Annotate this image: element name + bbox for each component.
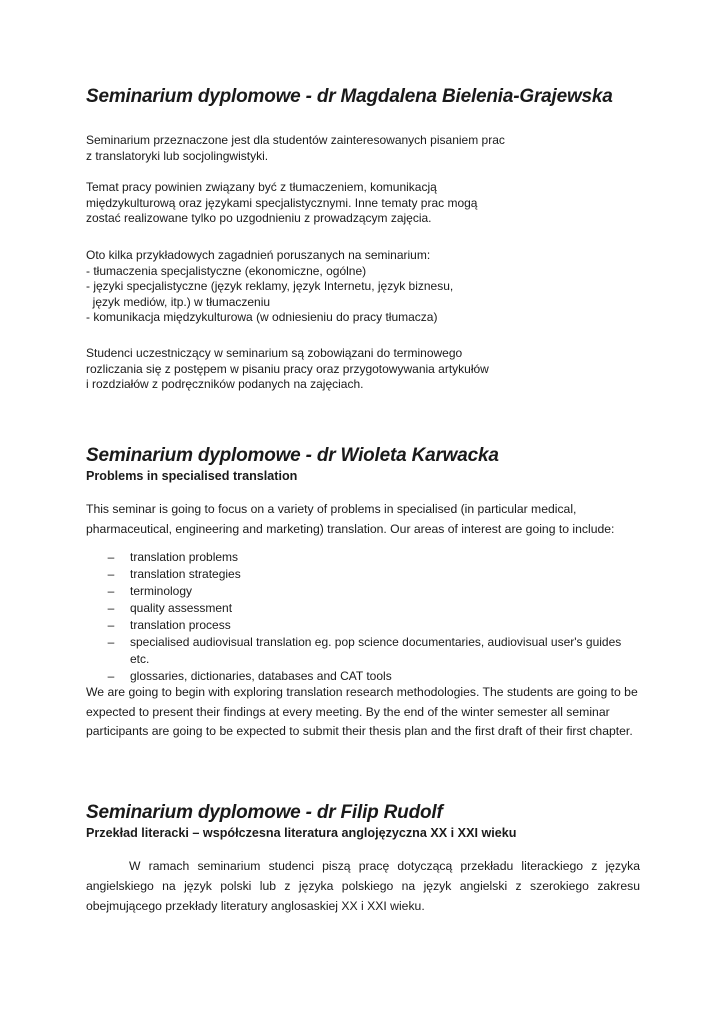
list-item: – glossaries, dictionaries, databases and CAT tools — [107, 669, 392, 683]
paragraph-example-topics: Oto kilka przykładowych zagadnień poruszanych na seminarium: - tłumaczenia specjalistyczne (ekonomiczne, ogólne) - języki specjalistyczne (język reklamy, język Internetu, język biznesu, język mediów, itp.) w tłumaczeniu - komunikacja międzykulturowa (w odniesieniu do pracy tłumacza) — [86, 248, 454, 324]
list-item: – terminology — [107, 584, 193, 598]
dash-bullet: – — [107, 550, 115, 564]
section-title-bielenia: Seminarium dyplomowe - dr Magdalena Bielenia-Grajewska — [86, 86, 613, 107]
paragraph-obligations: Studenci uczestniczący w seminarium są zobowiązani do terminowego rozliczania się z postępem w pisaniu pracy oraz przygotowywania artykułów i rozdziałów z podręczników podanych na zajęciach. — [86, 346, 489, 391]
dash-bullet: – — [107, 567, 115, 581]
dash-bullet: – — [107, 669, 115, 683]
list-item: – translation problems — [107, 550, 239, 564]
paragraph-literary-translation: W ramach seminarium studenci piszą pracę dotyczącą przekładu literackiego z języka angielskiego na język polski lub z języka polskiego na język angielski z szerokiego zakresu obejmującego przekłady literatury anglosaskiej XX i XXI wieku. — [86, 859, 640, 913]
list-item: – specialised audiovisual translation eg. pop science documentaries, audiovisual user's guides etc. — [107, 635, 622, 666]
section-title-karwacka: Seminarium dyplomowe - dr Wioleta Karwacka — [86, 445, 499, 466]
paragraph-purpose: Seminarium przeznaczone jest dla studentów zainteresowanych pisaniem prac z translatoryki lub socjolingwistyki. — [86, 133, 505, 163]
section-title-rudolf: Seminarium dyplomowe - dr Filip Rudolf — [86, 802, 443, 823]
list-item: – translation strategies — [107, 567, 241, 581]
paragraph-intro: This seminar is going to focus on a variety of problems in specialised (in particular medical, pharmaceutical, engineering and marketing) translation. Our areas of interest are going to include: — [86, 502, 615, 536]
topics-list — [86, 549, 640, 685]
section-subtitle-karwacka: Problems in specialised translation — [86, 469, 298, 483]
list-item: – translation process — [107, 618, 231, 632]
section-subtitle-rudolf: Przekład literacki – współczesna literatura anglojęzyczna XX i XXI wieku — [86, 826, 517, 840]
dash-bullet: – — [107, 601, 115, 615]
dash-bullet: – — [107, 584, 115, 598]
dash-bullet: – — [107, 618, 115, 632]
paragraph-topic: Temat pracy powinien związany być z tłumaczeniem, komunikacją międzykulturową oraz językami specjalistycznymi. Inne tematy prac mogą zostać realizowane tylko po uzgodnieniu z prowadzącym zajęcia. — [86, 180, 478, 225]
list-item: – quality assessment — [107, 601, 233, 615]
paragraph-outro: We are going to begin with exploring translation research methodologies. The students are going to be expected to present their findings at every meeting. By the end of the winter semester all seminar participants are going to be expected to submit their thesis plan and the first draft of their first chapter. — [86, 685, 638, 739]
dash-bullet: – — [107, 635, 115, 649]
